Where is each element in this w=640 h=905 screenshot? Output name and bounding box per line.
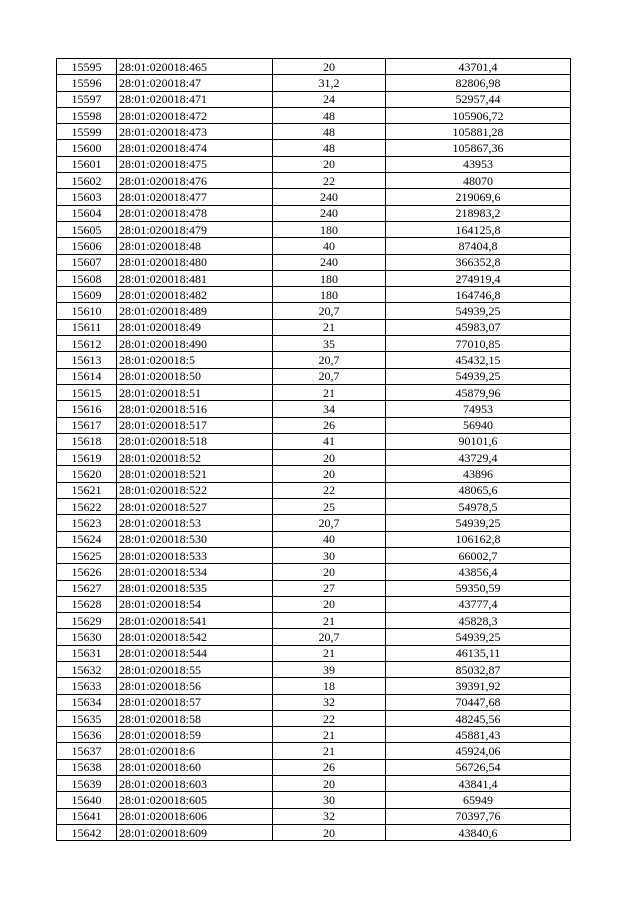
cadastral-number-cell: 28:01:020018:522	[117, 482, 273, 498]
table-row	[57, 710, 571, 726]
area-cell: 180	[273, 270, 386, 286]
area-cell: 41	[273, 433, 386, 449]
cadastral-number-cell: 28:01:020018:52	[117, 450, 273, 466]
table-row	[57, 482, 571, 498]
cadastral-value-cell: 90101,6	[386, 433, 571, 449]
area-cell: 27	[273, 580, 386, 596]
row-number-cell: 15631	[57, 645, 117, 661]
cadastral-value-cell: 106162,8	[386, 531, 571, 547]
row-number-cell: 15604	[57, 205, 117, 221]
cadastral-value-cell: 54978,5	[386, 499, 571, 515]
row-number-cell: 15622	[57, 499, 117, 515]
table-row	[57, 531, 571, 547]
row-number-cell: 15640	[57, 792, 117, 808]
cadastral-value-cell: 43840,6	[386, 824, 571, 840]
table-row	[57, 173, 571, 189]
row-number-cell: 15603	[57, 189, 117, 205]
cadastral-value-cell: 46135,11	[386, 645, 571, 661]
cadastral-value-cell: 43953	[386, 156, 571, 172]
row-number-cell: 15596	[57, 75, 117, 91]
area-cell: 21	[273, 384, 386, 400]
table-row	[57, 564, 571, 580]
cadastral-value-cell: 164125,8	[386, 221, 571, 237]
cadastral-value-cell: 48070	[386, 173, 571, 189]
cadastral-number-cell: 28:01:020018:476	[117, 173, 273, 189]
cadastral-value-cell: 43841,4	[386, 776, 571, 792]
table-row	[57, 238, 571, 254]
table-row	[57, 270, 571, 286]
cadastral-value-cell: 70397,76	[386, 808, 571, 824]
cadastral-value-cell: 48065,6	[386, 482, 571, 498]
cadastral-value-cell: 366352,8	[386, 254, 571, 270]
cadastral-number-cell: 28:01:020018:544	[117, 645, 273, 661]
cadastral-value-cell: 48245,56	[386, 710, 571, 726]
row-number-cell: 15633	[57, 678, 117, 694]
cadastral-value-cell: 54939,25	[386, 368, 571, 384]
table-row	[57, 776, 571, 792]
row-number-cell: 15602	[57, 173, 117, 189]
row-number-cell: 15616	[57, 401, 117, 417]
cadastral-number-cell: 28:01:020018:56	[117, 678, 273, 694]
area-cell: 20,7	[273, 629, 386, 645]
area-cell: 40	[273, 238, 386, 254]
area-cell: 21	[273, 727, 386, 743]
cadastral-value-cell: 45881,43	[386, 727, 571, 743]
row-number-cell: 15642	[57, 824, 117, 840]
cadastral-value-cell: 82806,98	[386, 75, 571, 91]
table-row	[57, 401, 571, 417]
row-number-cell: 15600	[57, 140, 117, 156]
row-number-cell: 15613	[57, 352, 117, 368]
cadastral-number-cell: 28:01:020018:521	[117, 466, 273, 482]
table-row	[57, 303, 571, 319]
row-number-cell: 15629	[57, 613, 117, 629]
cadastral-number-cell: 28:01:020018:530	[117, 531, 273, 547]
area-cell: 35	[273, 336, 386, 352]
row-number-cell: 15636	[57, 727, 117, 743]
cadastral-value-cell: 45432,15	[386, 352, 571, 368]
cadastral-value-cell: 59350,59	[386, 580, 571, 596]
cadastral-value-cell: 39391,92	[386, 678, 571, 694]
cadastral-number-cell: 28:01:020018:5	[117, 352, 273, 368]
cadastral-number-cell: 28:01:020018:534	[117, 564, 273, 580]
table-row	[57, 417, 571, 433]
table-row	[57, 205, 571, 221]
cadastral-number-cell: 28:01:020018:58	[117, 710, 273, 726]
area-cell: 40	[273, 531, 386, 547]
cadastral-value-cell: 45983,07	[386, 319, 571, 335]
table-row	[57, 140, 571, 156]
table-row	[57, 596, 571, 612]
row-number-cell: 15639	[57, 776, 117, 792]
area-cell: 39	[273, 661, 386, 677]
area-cell: 180	[273, 287, 386, 303]
row-number-cell: 15624	[57, 531, 117, 547]
row-number-cell: 15599	[57, 124, 117, 140]
area-cell: 21	[273, 743, 386, 759]
cadastral-number-cell: 28:01:020018:478	[117, 205, 273, 221]
row-number-cell: 15610	[57, 303, 117, 319]
area-cell: 240	[273, 189, 386, 205]
cadastral-number-cell: 28:01:020018:50	[117, 368, 273, 384]
cadastral-number-cell: 28:01:020018:57	[117, 694, 273, 710]
row-number-cell: 15626	[57, 564, 117, 580]
table-row	[57, 107, 571, 123]
cadastral-number-cell: 28:01:020018:473	[117, 124, 273, 140]
cadastral-number-cell: 28:01:020018:47	[117, 75, 273, 91]
table-row	[57, 743, 571, 759]
row-number-cell: 15607	[57, 254, 117, 270]
cadastral-number-cell: 28:01:020018:60	[117, 759, 273, 775]
cadastral-number-cell: 28:01:020018:6	[117, 743, 273, 759]
cadastral-number-cell: 28:01:020018:516	[117, 401, 273, 417]
row-number-cell: 15598	[57, 107, 117, 123]
cadastral-value-cell: 66002,7	[386, 547, 571, 563]
area-cell: 22	[273, 173, 386, 189]
table-row	[57, 221, 571, 237]
cadastral-value-cell: 74953	[386, 401, 571, 417]
cadastral-number-cell: 28:01:020018:54	[117, 596, 273, 612]
cadastral-value-cell: 45828,3	[386, 613, 571, 629]
area-cell: 31,2	[273, 75, 386, 91]
area-cell: 20	[273, 776, 386, 792]
row-number-cell: 15621	[57, 482, 117, 498]
table-row	[57, 368, 571, 384]
cadastral-number-cell: 28:01:020018:471	[117, 91, 273, 107]
cadastral-value-cell: 43896	[386, 466, 571, 482]
area-cell: 26	[273, 759, 386, 775]
row-number-cell: 15615	[57, 384, 117, 400]
table-row	[57, 91, 571, 107]
table-row	[57, 450, 571, 466]
table-row	[57, 678, 571, 694]
row-number-cell: 15595	[57, 59, 117, 75]
cadastral-value-cell: 54939,25	[386, 629, 571, 645]
table-row	[57, 433, 571, 449]
area-cell: 21	[273, 645, 386, 661]
cadastral-value-cell: 77010,85	[386, 336, 571, 352]
cadastral-number-cell: 28:01:020018:472	[117, 107, 273, 123]
row-number-cell: 15623	[57, 515, 117, 531]
area-cell: 21	[273, 319, 386, 335]
area-cell: 20,7	[273, 515, 386, 531]
area-cell: 32	[273, 694, 386, 710]
table-row	[57, 792, 571, 808]
cadastral-value-cell: 45879,96	[386, 384, 571, 400]
area-cell: 22	[273, 710, 386, 726]
cadastral-number-cell: 28:01:020018:517	[117, 417, 273, 433]
cadastral-number-cell: 28:01:020018:477	[117, 189, 273, 205]
row-number-cell: 15609	[57, 287, 117, 303]
cadastral-number-cell: 28:01:020018:55	[117, 661, 273, 677]
row-number-cell: 15625	[57, 547, 117, 563]
cadastral-value-cell: 43729,4	[386, 450, 571, 466]
area-cell: 21	[273, 613, 386, 629]
table-row	[57, 645, 571, 661]
area-cell: 26	[273, 417, 386, 433]
document-page	[56, 58, 570, 841]
cadastral-number-cell: 28:01:020018:605	[117, 792, 273, 808]
cadastral-number-cell: 28:01:020018:541	[117, 613, 273, 629]
cadastral-value-table	[56, 58, 571, 841]
row-number-cell: 15628	[57, 596, 117, 612]
table-row	[57, 124, 571, 140]
area-cell: 20	[273, 450, 386, 466]
area-cell: 20,7	[273, 352, 386, 368]
table-row	[57, 808, 571, 824]
table-row	[57, 287, 571, 303]
table-row	[57, 75, 571, 91]
area-cell: 20	[273, 824, 386, 840]
row-number-cell: 15627	[57, 580, 117, 596]
area-cell: 20,7	[273, 303, 386, 319]
row-number-cell: 15608	[57, 270, 117, 286]
cadastral-number-cell: 28:01:020018:53	[117, 515, 273, 531]
row-number-cell: 15619	[57, 450, 117, 466]
row-number-cell: 15630	[57, 629, 117, 645]
cadastral-value-cell: 43777,4	[386, 596, 571, 612]
cadastral-value-cell: 45924,06	[386, 743, 571, 759]
area-cell: 48	[273, 107, 386, 123]
cadastral-value-cell: 65949	[386, 792, 571, 808]
table-row	[57, 727, 571, 743]
cadastral-value-cell: 52957,44	[386, 91, 571, 107]
area-cell: 18	[273, 678, 386, 694]
cadastral-value-cell: 105867,36	[386, 140, 571, 156]
row-number-cell: 15635	[57, 710, 117, 726]
cadastral-value-cell: 105906,72	[386, 107, 571, 123]
row-number-cell: 15614	[57, 368, 117, 384]
cadastral-number-cell: 28:01:020018:518	[117, 433, 273, 449]
row-number-cell: 15637	[57, 743, 117, 759]
table-row	[57, 189, 571, 205]
area-cell: 240	[273, 254, 386, 270]
cadastral-value-cell: 70447,68	[386, 694, 571, 710]
cadastral-number-cell: 28:01:020018:482	[117, 287, 273, 303]
table-row	[57, 515, 571, 531]
cadastral-number-cell: 28:01:020018:474	[117, 140, 273, 156]
area-cell: 24	[273, 91, 386, 107]
area-cell: 30	[273, 547, 386, 563]
cadastral-value-cell: 54939,25	[386, 303, 571, 319]
cadastral-number-cell: 28:01:020018:59	[117, 727, 273, 743]
cadastral-number-cell: 28:01:020018:475	[117, 156, 273, 172]
area-cell: 20,7	[273, 368, 386, 384]
cadastral-number-cell: 28:01:020018:465	[117, 59, 273, 75]
area-cell: 22	[273, 482, 386, 498]
area-cell: 48	[273, 124, 386, 140]
cadastral-number-cell: 28:01:020018:481	[117, 270, 273, 286]
cadastral-number-cell: 28:01:020018:606	[117, 808, 273, 824]
area-cell: 48	[273, 140, 386, 156]
row-number-cell: 15612	[57, 336, 117, 352]
area-cell: 240	[273, 205, 386, 221]
cadastral-value-cell: 219069,6	[386, 189, 571, 205]
row-number-cell: 15611	[57, 319, 117, 335]
cadastral-value-cell: 56940	[386, 417, 571, 433]
cadastral-value-cell: 274919,4	[386, 270, 571, 286]
area-cell: 34	[273, 401, 386, 417]
row-number-cell: 15597	[57, 91, 117, 107]
row-number-cell: 15601	[57, 156, 117, 172]
cadastral-value-cell: 85032,87	[386, 661, 571, 677]
table-row	[57, 336, 571, 352]
cadastral-number-cell: 28:01:020018:51	[117, 384, 273, 400]
area-cell: 32	[273, 808, 386, 824]
row-number-cell: 15641	[57, 808, 117, 824]
cadastral-number-cell: 28:01:020018:527	[117, 499, 273, 515]
table-row	[57, 59, 571, 75]
area-cell: 20	[273, 596, 386, 612]
table-row	[57, 499, 571, 515]
cadastral-value-cell: 54939,25	[386, 515, 571, 531]
cadastral-number-cell: 28:01:020018:48	[117, 238, 273, 254]
cadastral-value-cell: 56726,54	[386, 759, 571, 775]
table-row	[57, 694, 571, 710]
cadastral-number-cell: 28:01:020018:490	[117, 336, 273, 352]
cadastral-value-cell: 43701,4	[386, 59, 571, 75]
cadastral-number-cell: 28:01:020018:603	[117, 776, 273, 792]
area-cell: 25	[273, 499, 386, 515]
cadastral-number-cell: 28:01:020018:49	[117, 319, 273, 335]
table-row	[57, 759, 571, 775]
cadastral-number-cell: 28:01:020018:480	[117, 254, 273, 270]
cadastral-number-cell: 28:01:020018:533	[117, 547, 273, 563]
row-number-cell: 15605	[57, 221, 117, 237]
table-row	[57, 547, 571, 563]
table-row	[57, 352, 571, 368]
area-cell: 180	[273, 221, 386, 237]
cadastral-number-cell: 28:01:020018:535	[117, 580, 273, 596]
cadastral-number-cell: 28:01:020018:609	[117, 824, 273, 840]
row-number-cell: 15606	[57, 238, 117, 254]
table-row	[57, 824, 571, 840]
area-cell: 20	[273, 564, 386, 580]
table-row	[57, 254, 571, 270]
row-number-cell: 15620	[57, 466, 117, 482]
table-row	[57, 466, 571, 482]
area-cell: 30	[273, 792, 386, 808]
table-row	[57, 661, 571, 677]
cadastral-value-cell: 105881,28	[386, 124, 571, 140]
row-number-cell: 15618	[57, 433, 117, 449]
row-number-cell: 15638	[57, 759, 117, 775]
cadastral-value-cell: 87404,8	[386, 238, 571, 254]
area-cell: 20	[273, 156, 386, 172]
cadastral-value-cell: 164746,8	[386, 287, 571, 303]
table-row	[57, 580, 571, 596]
table-row	[57, 629, 571, 645]
area-cell: 20	[273, 59, 386, 75]
table-row	[57, 156, 571, 172]
row-number-cell: 15632	[57, 661, 117, 677]
cadastral-value-cell: 218983,2	[386, 205, 571, 221]
table-body	[57, 59, 571, 841]
table-row	[57, 613, 571, 629]
table-row	[57, 384, 571, 400]
cadastral-number-cell: 28:01:020018:489	[117, 303, 273, 319]
table-row	[57, 319, 571, 335]
cadastral-number-cell: 28:01:020018:542	[117, 629, 273, 645]
row-number-cell: 15617	[57, 417, 117, 433]
area-cell: 20	[273, 466, 386, 482]
cadastral-number-cell: 28:01:020018:479	[117, 221, 273, 237]
cadastral-value-cell: 43856,4	[386, 564, 571, 580]
row-number-cell: 15634	[57, 694, 117, 710]
